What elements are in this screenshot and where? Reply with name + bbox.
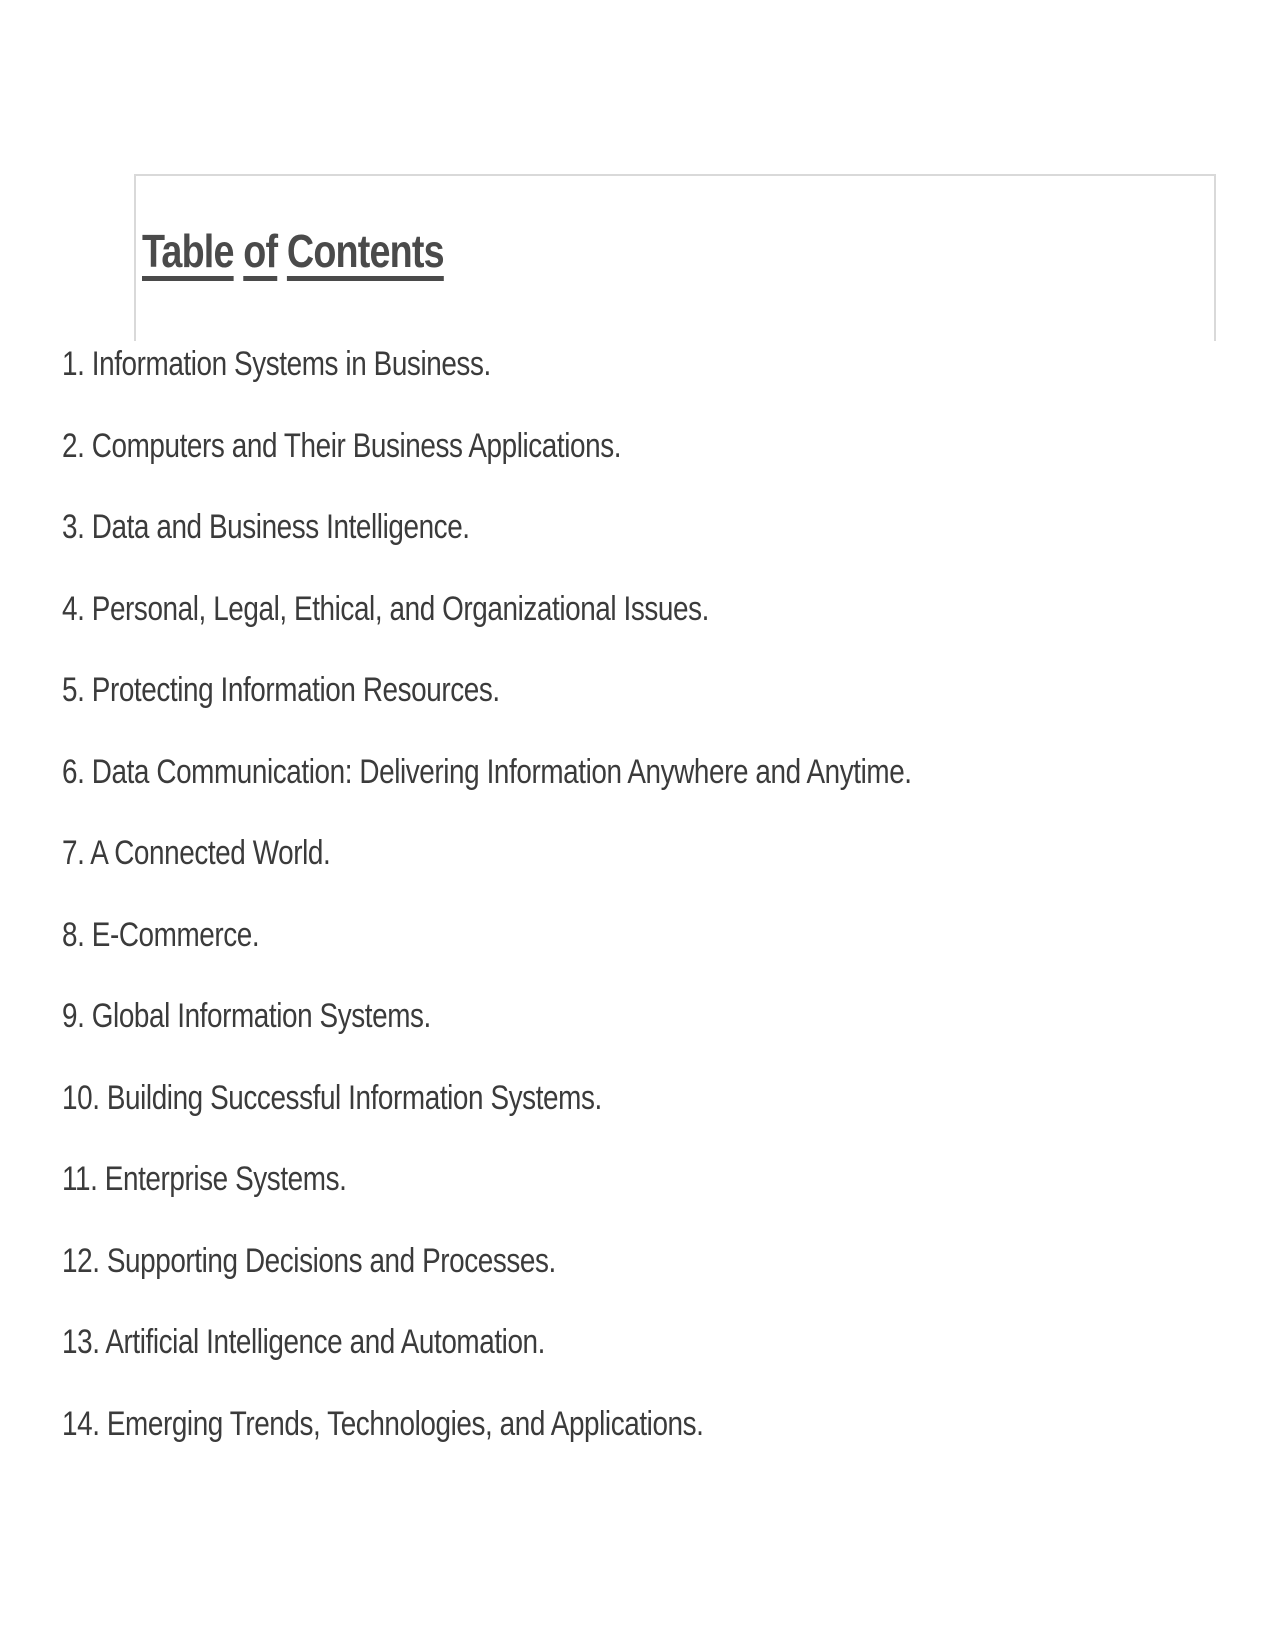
title-word: Table [142,225,234,277]
title-word: of [243,225,278,277]
toc-item: 1. Information Systems in Business. [62,345,491,383]
title-word: Contents [286,225,444,277]
toc-item: 11. Enterprise Systems. [62,1160,347,1198]
toc-item: 2. Computers and Their Business Applications. [62,426,622,465]
toc-item: 12. Supporting Decisions and Processes. [62,1241,556,1280]
toc-item: 8. E-Commerce. [62,915,260,954]
toc-list [62,324,1030,1465]
page-title [142,225,444,277]
toc-item: 4. Personal, Legal, Ethical, and Organizational Issues. [62,589,709,628]
toc-item: 13. Artificial Intelligence and Automation. [62,1323,545,1361]
toc-item: 7. A Connected World. [62,834,331,872]
toc-item: 10. Building Successful Information Systems. [62,1078,602,1117]
toc-item: 3. Data and Business Intelligence. [62,508,470,546]
title-border-box [134,174,1216,341]
toc-item: 6. Data Communication: Delivering Information Anywhere and Anytime. [62,752,912,791]
toc-item: 14. Emerging Trends, Technologies, and Applications. [62,1404,704,1443]
toc-item: 9. Global Information Systems. [62,997,431,1035]
toc-item: 5. Protecting Information Resources. [62,671,500,709]
